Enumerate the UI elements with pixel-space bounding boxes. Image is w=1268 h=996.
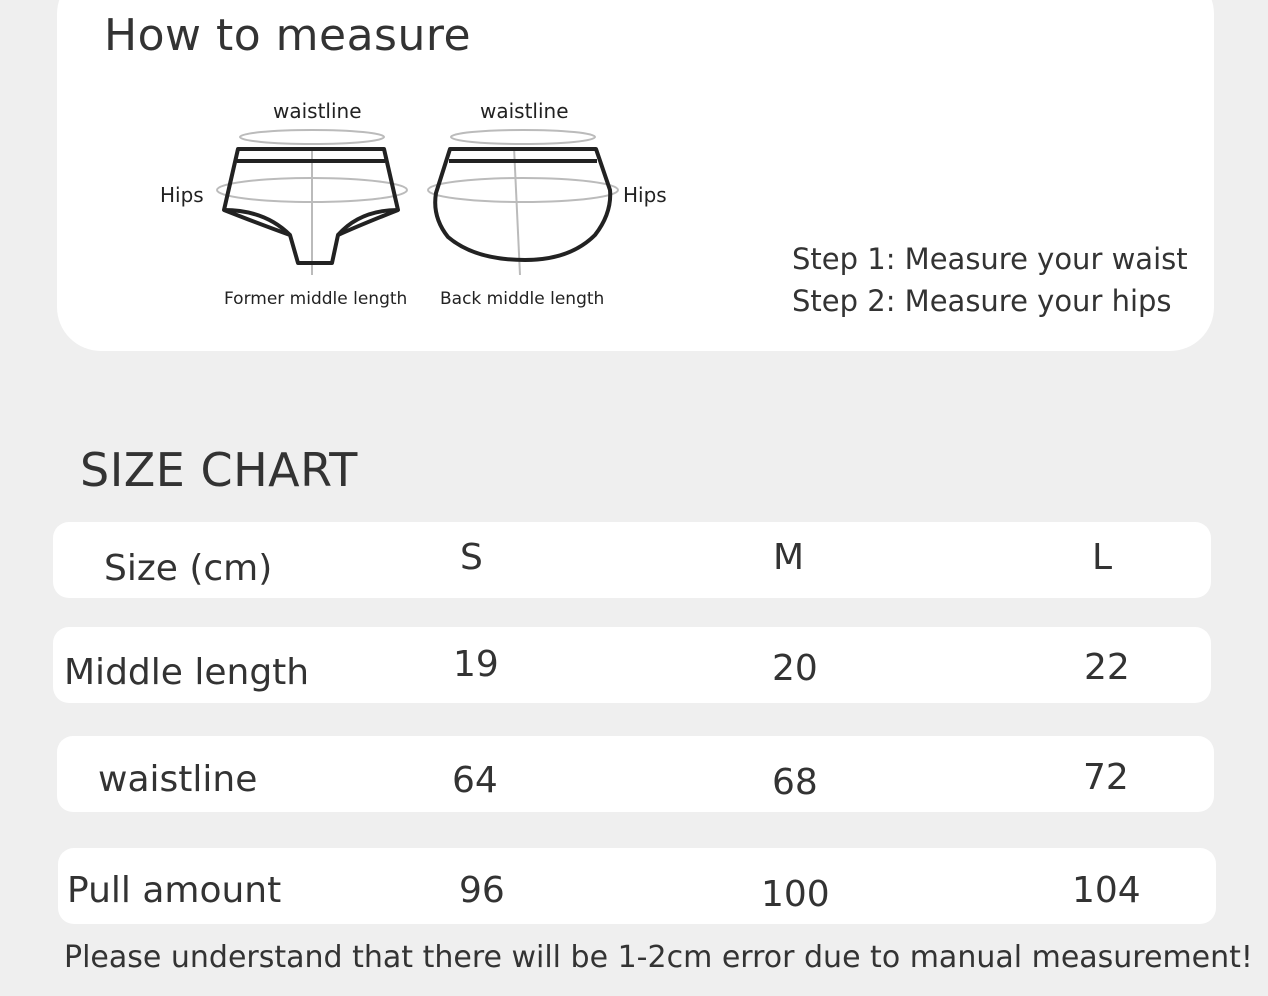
size-s-header: S bbox=[460, 537, 483, 578]
underwear-diagram bbox=[140, 85, 700, 295]
row-label-pull-amount: Pull amount bbox=[67, 870, 282, 911]
how-to-measure-title: How to measure bbox=[104, 10, 472, 61]
back-brief-illustration bbox=[428, 130, 618, 275]
row-label-middle-length: Middle length bbox=[64, 652, 310, 693]
row-label-waistline: waistline bbox=[98, 759, 258, 800]
pull-amount-l: 104 bbox=[1072, 870, 1141, 911]
step-2-text: Step 2: Measure your hips bbox=[792, 284, 1172, 318]
pull-amount-m: 100 bbox=[761, 874, 830, 915]
front-length-label: Former middle length bbox=[224, 289, 408, 309]
middle-length-l: 22 bbox=[1084, 647, 1130, 688]
waistline-s: 64 bbox=[452, 760, 498, 801]
middle-length-m: 20 bbox=[772, 648, 818, 689]
size-header-label: Size (cm) bbox=[104, 548, 273, 589]
waistline-m: 68 bbox=[772, 762, 818, 803]
pull-amount-s: 96 bbox=[459, 870, 505, 911]
size-m-header: M bbox=[773, 537, 805, 578]
front-waistline-label: waistline bbox=[273, 99, 362, 123]
measurement-error-note: Please understand that there will be 1-2cm error due to manual measurement! bbox=[64, 940, 1253, 975]
back-hips-label: Hips bbox=[623, 183, 667, 207]
back-length-label: Back middle length bbox=[440, 289, 605, 309]
front-brief-illustration bbox=[217, 130, 407, 275]
waistline-l: 72 bbox=[1083, 757, 1129, 798]
front-hips-label: Hips bbox=[160, 183, 204, 207]
step-1-text: Step 1: Measure your waist bbox=[792, 242, 1188, 276]
size-l-header: L bbox=[1092, 537, 1113, 578]
middle-length-s: 19 bbox=[453, 644, 499, 685]
measure-steps bbox=[792, 238, 1188, 322]
size-chart-title: SIZE CHART bbox=[80, 443, 358, 497]
back-waistline-label: waistline bbox=[480, 99, 569, 123]
